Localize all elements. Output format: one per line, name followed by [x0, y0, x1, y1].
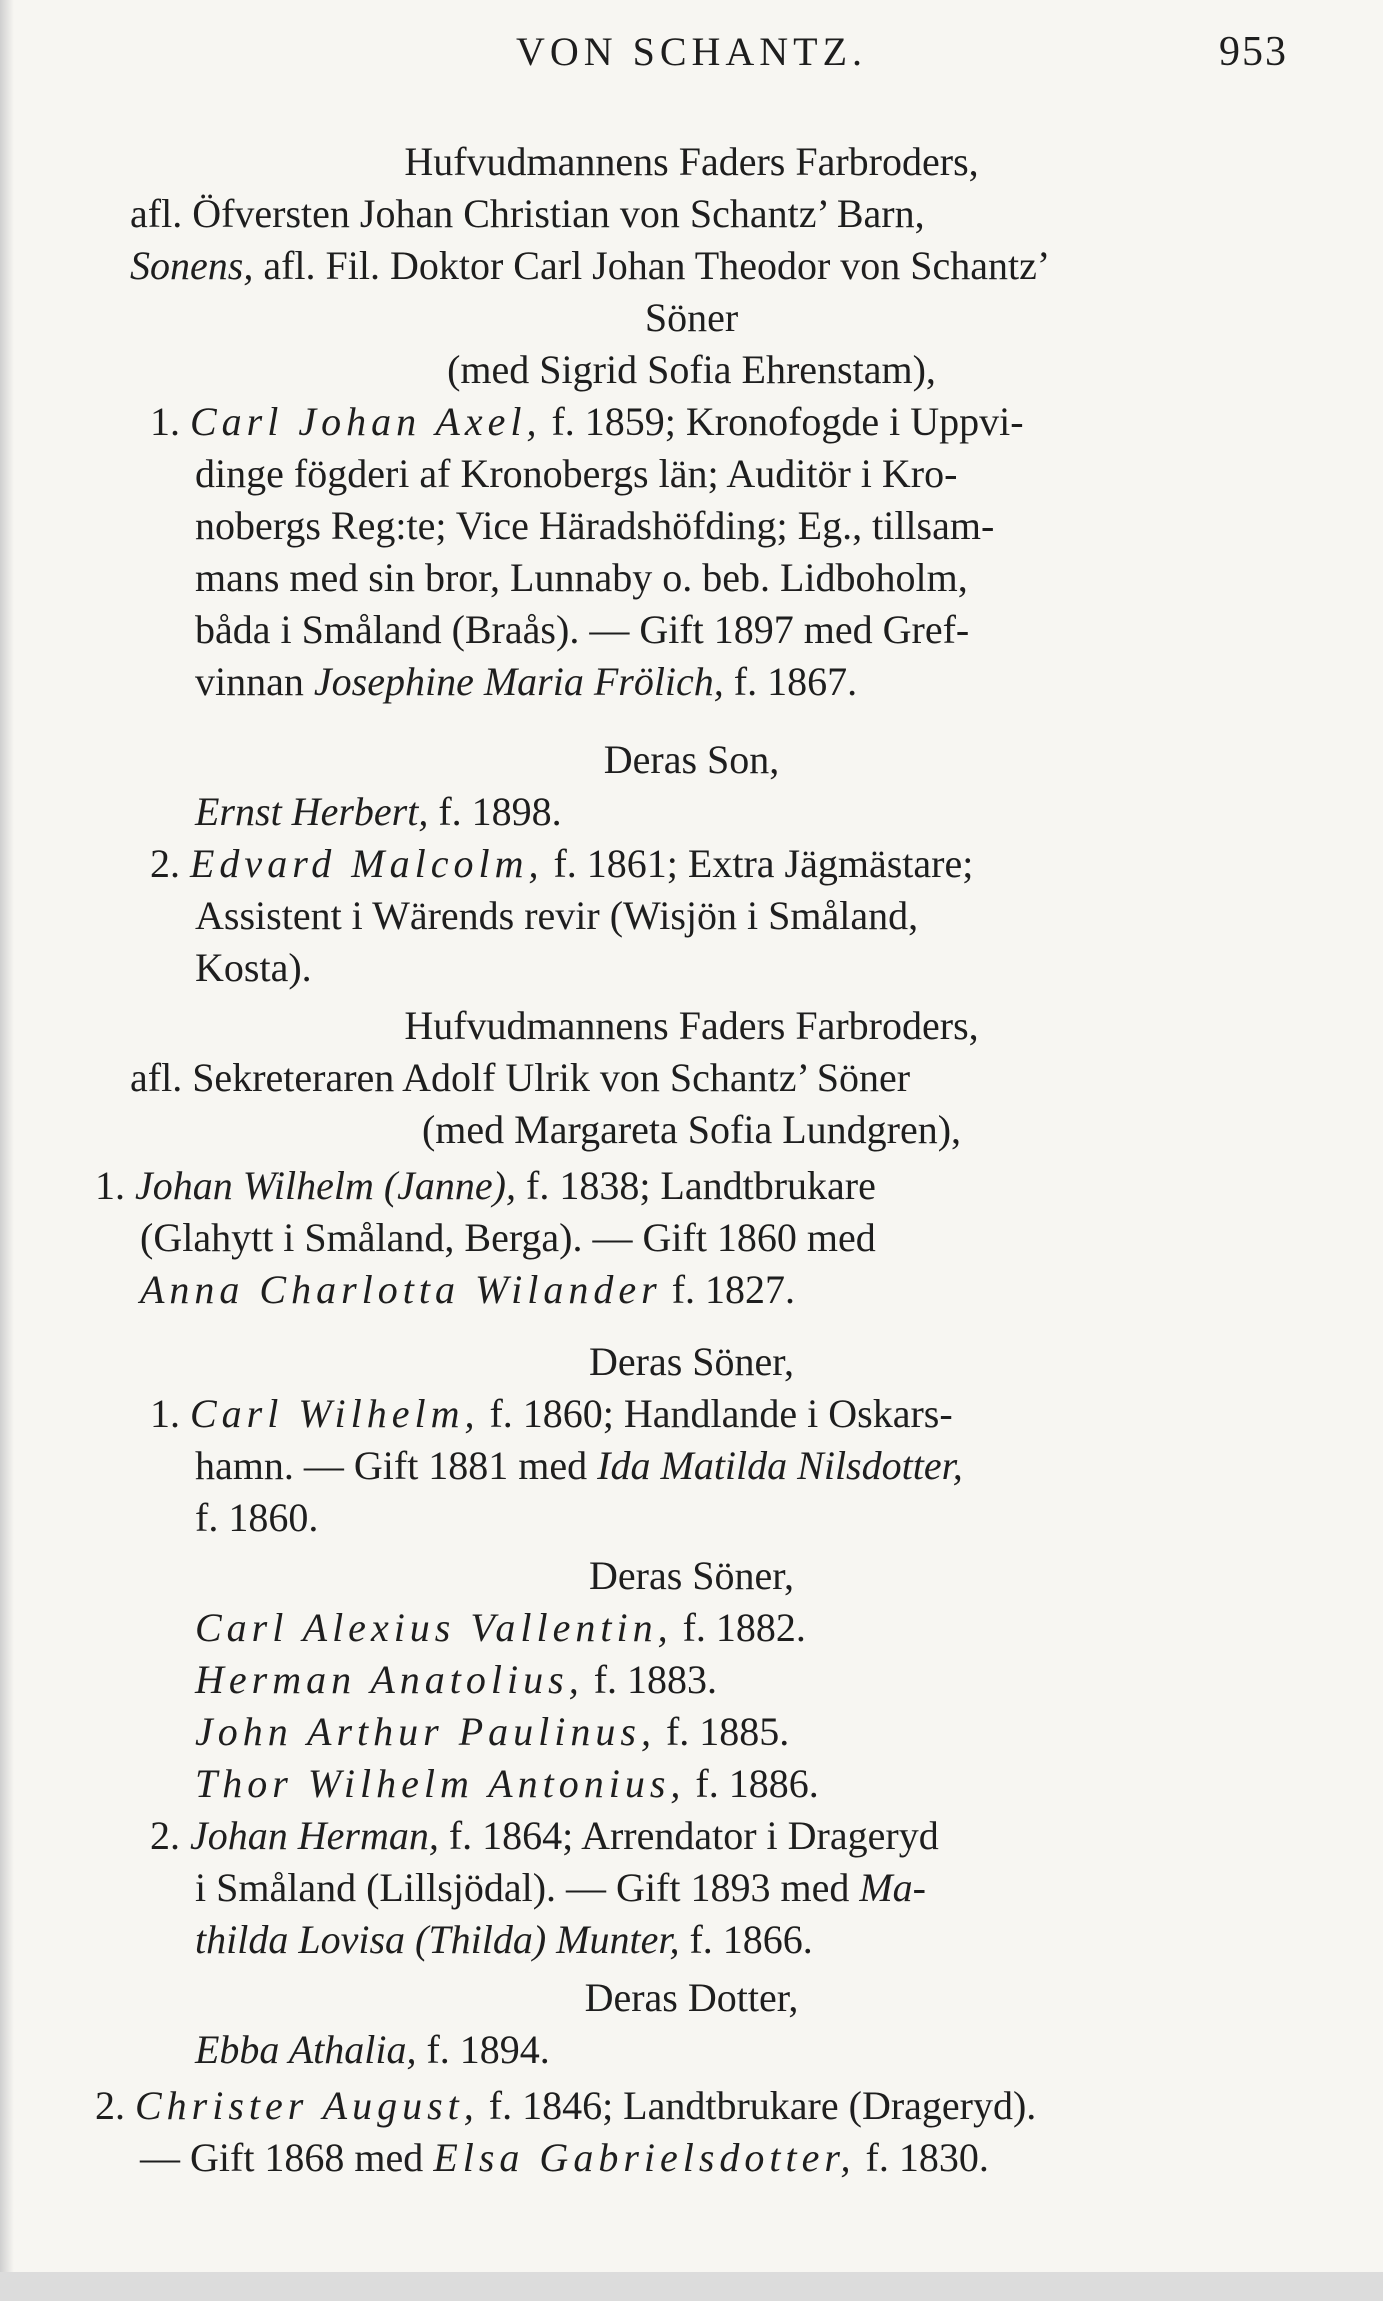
section-heading: (med Margareta Sofia Lundgren),	[421, 1107, 962, 1152]
entry	[150, 396, 1024, 448]
section-heading: (med Sigrid Sofia Ehrenstam),	[447, 347, 936, 392]
person-name: Carl Johan Axel,	[190, 399, 542, 444]
page-number: 953	[1219, 29, 1288, 75]
entry-number: 1.	[150, 1391, 180, 1436]
section-heading: afl. Sekreteraren Adolf Ulrik von Schantz’ Söner	[130, 1055, 911, 1100]
entry	[150, 838, 973, 890]
entry-text: f. 1886.	[685, 1761, 819, 1806]
entry-number: 2.	[150, 841, 180, 886]
person-name: Herman Anatolius,	[195, 1657, 584, 1702]
entry	[195, 786, 562, 838]
entry-text	[195, 1862, 926, 1914]
person-name: Ma-	[859, 1865, 926, 1910]
entry-text	[195, 656, 857, 708]
person-name: Christer August,	[135, 2083, 479, 2128]
entry-text: f. 1866.	[679, 1917, 813, 1962]
person-name: thilda Lovisa (Thilda) Munter,	[195, 1917, 680, 1962]
entry-text: f. 1860.	[195, 1495, 319, 1540]
entry	[150, 1388, 953, 1440]
italic-label: Sonens,	[130, 243, 254, 288]
entry	[195, 1602, 806, 1654]
entry-text	[195, 1914, 813, 1966]
entry	[95, 2080, 1036, 2132]
person-name: Ebba Athalia,	[195, 2027, 417, 2072]
entry-text: vinnan	[195, 659, 314, 704]
entry	[195, 1654, 717, 1706]
entry-text: (Glahytt i Småland, Berga). — Gift 1860 med	[140, 1215, 876, 1260]
entry-text: f. 1894.	[416, 2027, 550, 2072]
person-name: Johan Wilhelm (Janne),	[135, 1163, 516, 1208]
entry-number: 2.	[95, 2083, 125, 2128]
entry-text: f. 1864; Arrendator i Drageryd	[438, 1813, 939, 1858]
person-name: Johan Herman,	[190, 1813, 439, 1858]
entry-text: Kosta).	[195, 945, 312, 990]
subheading: Deras Dotter,	[584, 1975, 799, 2020]
person-name: Thor Wilhelm Antonius,	[195, 1761, 686, 1806]
entry-text: Assistent i Wärends revir (Wisjön i Småland,	[195, 893, 919, 938]
entry	[195, 1706, 789, 1758]
entry-number: 1.	[95, 1163, 125, 1208]
subheading: Deras Son,	[603, 737, 780, 782]
section-heading	[130, 240, 1050, 292]
person-name: Carl Wilhelm,	[190, 1391, 480, 1436]
entry	[195, 1758, 819, 1810]
entry-text: dinge fögderi af Kronobergs län; Auditör i Kro-	[195, 451, 958, 496]
person-name: Josephine Maria Frölich,	[313, 659, 724, 704]
scan-border	[0, 2272, 1383, 2301]
entry	[95, 1160, 876, 1212]
entry-text: f. 1882.	[672, 1605, 806, 1650]
entry-number: 2.	[150, 1813, 180, 1858]
entry-text: nobergs Reg:te; Vice Häradshöfding; Eg., tillsam-	[195, 503, 995, 548]
entry-text: f. 1883.	[583, 1657, 718, 1702]
entry-text: hamn. — Gift 1881 med	[195, 1443, 598, 1488]
section-heading: afl. Öfversten Johan Christian von Schantz’ Barn,	[130, 191, 925, 236]
entry-number: 1.	[150, 399, 180, 444]
entry-text: f. 1861; Extra Jägmästare;	[543, 841, 974, 886]
entry	[195, 2024, 550, 2076]
heading-text: afl. Fil. Doktor Carl Johan Theodor von Schantz’	[253, 243, 1051, 288]
section-heading: Söner	[644, 295, 739, 340]
entry-text: i Småland (Lillsjödal). — Gift 1893 med	[195, 1865, 860, 1910]
person-name: Edvard Malcolm,	[190, 841, 544, 886]
entry-text: f. 1827.	[661, 1267, 796, 1312]
entry-text: f. 1846; Landtbrukare (Drageryd).	[478, 2083, 1037, 2128]
section-heading: Hufvudmannens Faders Farbroders,	[404, 139, 979, 184]
subheading: Deras Söner,	[589, 1339, 794, 1384]
entry-text: f. 1830.	[855, 2135, 989, 2180]
entry-text	[195, 1440, 963, 1492]
subheading: Deras Söner,	[589, 1553, 794, 1598]
person-name: Anna Charlotta Wilander	[140, 1267, 662, 1312]
entry-text: f. 1898.	[428, 789, 562, 834]
entry-text: — Gift 1868 med	[140, 2135, 434, 2180]
running-header: VON SCHANTZ.	[515, 29, 868, 74]
person-name: Elsa Gabrielsdotter,	[433, 2135, 856, 2180]
entry	[150, 1810, 939, 1862]
entry-text: f. 1867.	[723, 659, 858, 704]
entry-text	[140, 2132, 989, 2184]
entry-text: f. 1860; Handlande i Oskars-	[479, 1391, 953, 1436]
person-name: Ernst Herbert,	[195, 789, 429, 834]
entry-text: f. 1859; Kronofogde i Uppvi-	[541, 399, 1024, 444]
entry-text: mans med sin bror, Lunnaby o. beb. Lidboholm,	[195, 555, 968, 600]
entry-text	[140, 1264, 795, 1316]
entry-text: f. 1838; Landtbrukare	[516, 1163, 876, 1208]
person-name: John Arthur Paulinus,	[195, 1709, 656, 1754]
entry-text: båda i Småland (Braås). — Gift 1897 med Gref-	[195, 607, 970, 652]
section-heading: Hufvudmannens Faders Farbroders,	[404, 1003, 979, 1048]
person-name: Carl Alexius Vallentin,	[195, 1605, 673, 1650]
entry-text: f. 1885.	[655, 1709, 790, 1754]
person-name: Ida Matilda Nilsdotter,	[597, 1443, 963, 1488]
